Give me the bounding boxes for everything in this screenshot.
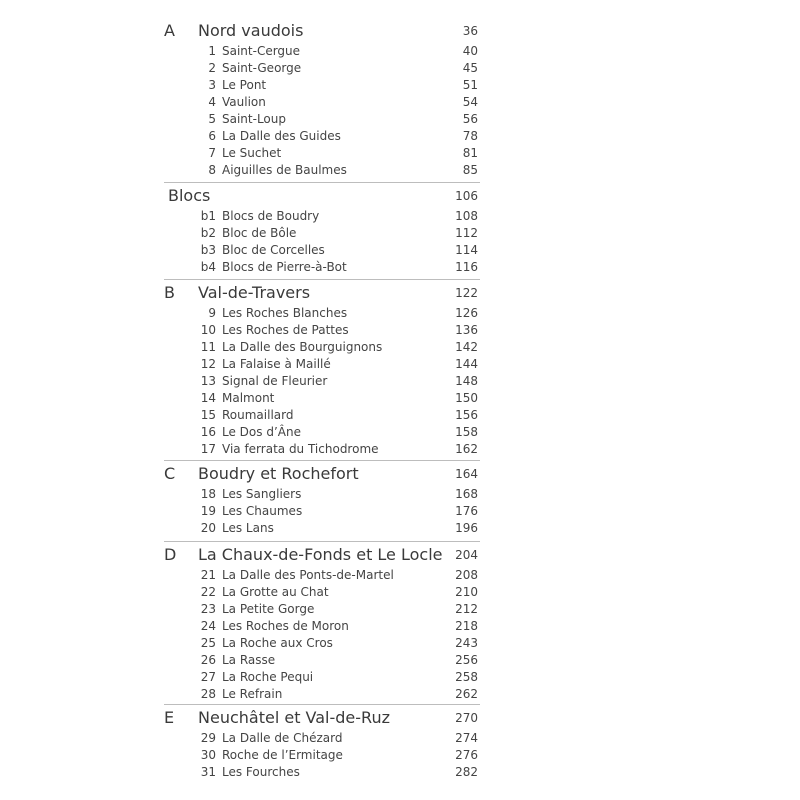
entry-title: Vaulion <box>222 95 266 109</box>
toc-entry[interactable] <box>0 259 800 276</box>
entry-number: 23 <box>200 602 216 616</box>
entry-title: Blocs de Boudry <box>222 209 320 223</box>
entry-page-number: 116 <box>455 260 478 274</box>
toc-entry[interactable] <box>0 652 800 669</box>
entry-page-number: 276 <box>455 748 478 762</box>
entry-number: b2 <box>200 226 216 240</box>
toc-entry[interactable] <box>0 162 800 179</box>
section-heading[interactable] <box>0 543 800 567</box>
section-title: Blocs <box>168 186 211 205</box>
toc-entry[interactable] <box>0 730 800 747</box>
entry-page-number: 142 <box>455 340 478 354</box>
entry-number: 12 <box>200 357 216 371</box>
entry-number: 11 <box>200 340 216 354</box>
entry-number: 6 <box>208 129 216 143</box>
entry-title: Blocs de Pierre-à-Bot <box>222 260 347 274</box>
entry-title: Les Roches de Moron <box>222 619 349 633</box>
entry-page-number: 218 <box>455 619 478 633</box>
entry-page-number: 210 <box>455 585 478 599</box>
entry-number: 16 <box>200 425 216 439</box>
entry-title: La Dalle des Guides <box>222 129 341 143</box>
entry-number: 5 <box>208 112 216 126</box>
entry-number: 25 <box>200 636 216 650</box>
entry-title: Bloc de Corcelles <box>222 243 325 257</box>
entry-number: 26 <box>200 653 216 667</box>
entry-page-number: 256 <box>455 653 478 667</box>
entry-page-number: 243 <box>455 636 478 650</box>
entry-page-number: 148 <box>455 374 478 388</box>
toc-entry[interactable] <box>0 94 800 111</box>
entry-number: 9 <box>208 306 216 320</box>
section-heading[interactable] <box>0 462 800 486</box>
section-items <box>0 486 800 537</box>
toc-entry[interactable] <box>0 601 800 618</box>
toc-entry[interactable] <box>0 424 800 441</box>
toc-entry[interactable] <box>0 305 800 322</box>
toc-entry[interactable] <box>0 686 800 703</box>
toc-entry[interactable] <box>0 356 800 373</box>
entry-title: Signal de Fleurier <box>222 374 328 388</box>
entry-title: Les Chaumes <box>222 504 303 518</box>
entry-number: 27 <box>200 670 216 684</box>
toc-section <box>0 281 800 456</box>
entry-page-number: 144 <box>455 357 478 371</box>
section-divider <box>164 460 480 461</box>
entry-number: 3 <box>208 78 216 92</box>
toc-entry[interactable] <box>0 567 800 584</box>
section-heading[interactable] <box>0 281 800 305</box>
entry-title: La Roche Pequi <box>222 670 314 684</box>
toc-entry[interactable] <box>0 503 800 520</box>
entry-page-number: 196 <box>455 521 478 535</box>
section-items <box>0 305 800 458</box>
entry-number: 28 <box>200 687 216 701</box>
entry-title: La Dalle des Ponts-de-Martel <box>222 568 394 582</box>
entry-title: Les Sangliers <box>222 487 302 501</box>
entry-number: 15 <box>200 408 216 422</box>
toc-entry[interactable] <box>0 390 800 407</box>
toc-entry[interactable] <box>0 618 800 635</box>
section-items <box>0 208 800 276</box>
section-page-number: 106 <box>455 189 478 203</box>
section-divider <box>164 541 480 542</box>
entry-number: 13 <box>200 374 216 388</box>
entry-title: Le Refrain <box>222 687 283 701</box>
section-letter: B <box>164 283 175 302</box>
entry-number: b1 <box>200 209 216 223</box>
entry-title: La Petite Gorge <box>222 602 315 616</box>
entry-title: La Dalle des Bourguignons <box>222 340 383 354</box>
toc-entry[interactable] <box>0 441 800 458</box>
entry-page-number: 78 <box>462 129 478 143</box>
section-letter: A <box>164 21 175 40</box>
entry-number: 21 <box>200 568 216 582</box>
entry-title: Le Dos d’Âne <box>222 425 301 439</box>
section-page-number: 122 <box>455 286 478 300</box>
entry-page-number: 274 <box>455 731 478 745</box>
section-letter: D <box>164 545 177 564</box>
toc-entry[interactable] <box>0 584 800 601</box>
section-letter: E <box>164 708 175 727</box>
toc-entry[interactable] <box>0 145 800 162</box>
entry-title: Malmont <box>222 391 275 405</box>
entry-title: Les Roches de Pattes <box>222 323 349 337</box>
section-divider <box>164 704 480 705</box>
entry-number: 8 <box>208 163 216 177</box>
entry-page-number: 45 <box>462 61 478 75</box>
section-divider <box>164 279 480 280</box>
section-heading[interactable] <box>0 19 800 43</box>
section-heading[interactable] <box>0 184 800 208</box>
entry-page-number: 162 <box>455 442 478 456</box>
entry-number: 18 <box>200 487 216 501</box>
toc-entry[interactable] <box>0 486 800 503</box>
entry-number: 17 <box>200 442 216 456</box>
toc-entry[interactable] <box>0 208 800 225</box>
entry-page-number: 126 <box>455 306 478 320</box>
toc-entry[interactable] <box>0 60 800 77</box>
entry-title: Roche de l’Ermitage <box>222 748 343 762</box>
entry-number: 10 <box>200 323 216 337</box>
entry-page-number: 262 <box>455 687 478 701</box>
toc-entry[interactable] <box>0 128 800 145</box>
section-title: Val-de-Travers <box>198 283 311 302</box>
entry-page-number: 208 <box>455 568 478 582</box>
toc-section <box>0 706 800 779</box>
toc-entry[interactable] <box>0 373 800 390</box>
toc-entry[interactable] <box>0 520 800 537</box>
toc-entry[interactable] <box>0 339 800 356</box>
section-divider <box>164 182 480 183</box>
section-letter: C <box>164 464 176 483</box>
entry-number: b4 <box>200 260 216 274</box>
entry-number: 19 <box>200 504 216 518</box>
entry-number: 30 <box>200 748 216 762</box>
toc-entry[interactable] <box>0 764 800 781</box>
entry-title: Via ferrata du Tichodrome <box>222 442 379 456</box>
entry-page-number: 114 <box>455 243 478 257</box>
toc-entry[interactable] <box>0 747 800 764</box>
entry-title: Les Roches Blanches <box>222 306 348 320</box>
toc-entry[interactable] <box>0 111 800 128</box>
toc-entry[interactable] <box>0 322 800 339</box>
entry-page-number: 112 <box>455 226 478 240</box>
toc-entry[interactable] <box>0 669 800 686</box>
toc-section <box>0 462 800 535</box>
entry-page-number: 56 <box>462 112 478 126</box>
entry-number: 29 <box>200 731 216 745</box>
entry-page-number: 108 <box>455 209 478 223</box>
entry-number: 22 <box>200 585 216 599</box>
entry-title: Saint-Cergue <box>222 44 301 58</box>
toc-entry[interactable] <box>0 77 800 94</box>
entry-page-number: 136 <box>455 323 478 337</box>
entry-number: 14 <box>200 391 216 405</box>
entry-page-number: 150 <box>455 391 478 405</box>
entry-page-number: 40 <box>462 44 478 58</box>
entry-title: Le Pont <box>222 78 267 92</box>
entry-title: La Roche aux Cros <box>222 636 333 650</box>
entry-title: Bloc de Bôle <box>222 226 297 240</box>
entry-number: 7 <box>208 146 216 160</box>
entry-title: Roumaillard <box>222 408 294 422</box>
entry-number: b3 <box>200 243 216 257</box>
entry-title: Les Lans <box>222 521 274 535</box>
entry-page-number: 54 <box>462 95 478 109</box>
section-items <box>0 43 800 179</box>
entry-title: La Dalle de Chézard <box>222 731 343 745</box>
section-title: Boudry et Rochefort <box>198 464 359 483</box>
section-page-number: 164 <box>455 467 478 481</box>
entry-number: 4 <box>208 95 216 109</box>
entry-title: Aiguilles de Baulmes <box>222 163 347 177</box>
toc-entry[interactable] <box>0 407 800 424</box>
entry-number: 20 <box>200 521 216 535</box>
entry-page-number: 51 <box>462 78 478 92</box>
entry-number: 24 <box>200 619 216 633</box>
toc-section <box>0 543 800 701</box>
entry-title: Les Fourches <box>222 765 300 779</box>
entry-page-number: 176 <box>455 504 478 518</box>
section-page-number: 36 <box>462 24 478 38</box>
section-heading[interactable] <box>0 706 800 730</box>
entry-title: Saint-George <box>222 61 302 75</box>
entry-number: 2 <box>208 61 216 75</box>
entry-page-number: 81 <box>462 146 478 160</box>
entry-page-number: 258 <box>455 670 478 684</box>
entry-page-number: 282 <box>455 765 478 779</box>
entry-title: Le Suchet <box>222 146 282 160</box>
toc-section <box>0 19 800 177</box>
entry-title: La Grotte au Chat <box>222 585 329 599</box>
entry-page-number: 85 <box>462 163 478 177</box>
entry-page-number: 156 <box>455 408 478 422</box>
toc-entry[interactable] <box>0 242 800 259</box>
section-title: La Chaux-de-Fonds et Le Locle <box>198 545 443 564</box>
entry-page-number: 158 <box>455 425 478 439</box>
section-items <box>0 567 800 703</box>
entry-title: La Rasse <box>222 653 276 667</box>
entry-number: 1 <box>208 44 216 58</box>
toc-entry[interactable] <box>0 225 800 242</box>
section-items <box>0 730 800 781</box>
entry-number: 31 <box>200 765 216 779</box>
entry-page-number: 212 <box>455 602 478 616</box>
section-title: Nord vaudois <box>198 21 304 40</box>
toc-entry[interactable] <box>0 635 800 652</box>
entry-title: La Falaise à Maillé <box>222 357 331 371</box>
section-page-number: 270 <box>455 711 478 725</box>
entry-page-number: 168 <box>455 487 478 501</box>
toc-section <box>0 184 800 274</box>
toc-entry[interactable] <box>0 43 800 60</box>
entry-title: Saint-Loup <box>222 112 286 126</box>
section-title: Neuchâtel et Val-de-Ruz <box>198 708 390 727</box>
section-page-number: 204 <box>455 548 478 562</box>
